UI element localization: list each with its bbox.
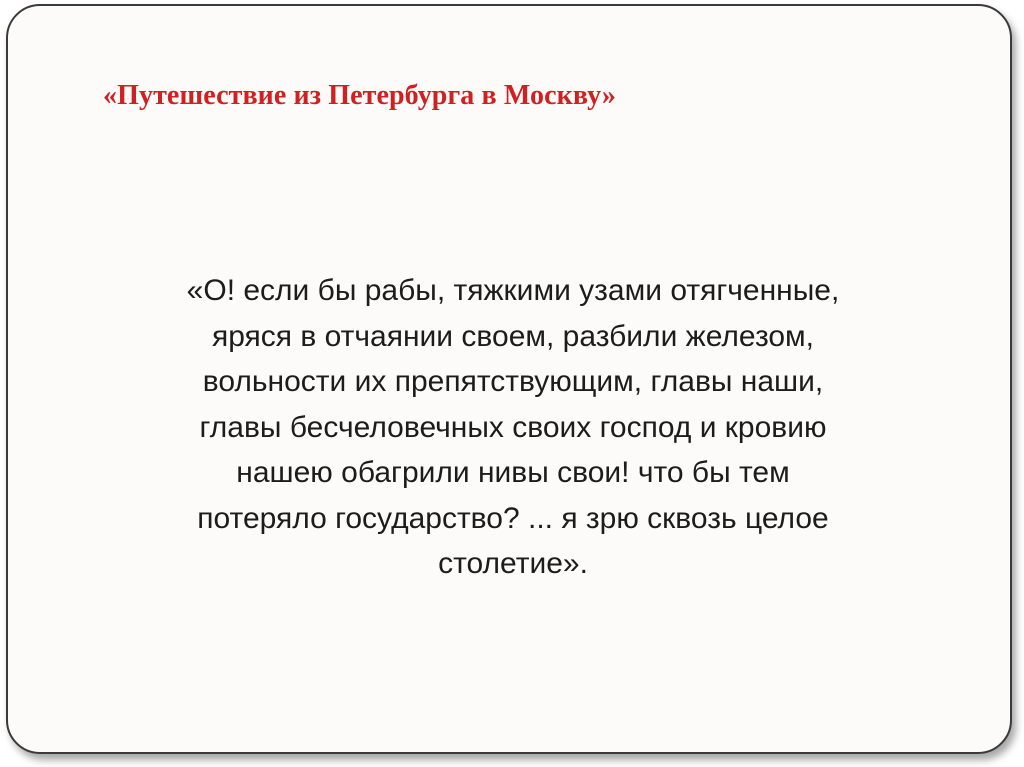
quote-text	[78, 268, 948, 587]
quote-line: столетие».	[438, 547, 588, 580]
quote-line: «О! если бы рабы, тяжкими узами отягченные,	[186, 274, 840, 307]
quote-line: главы бесчеловечных своих господ и кровию	[199, 410, 827, 444]
quote-line: нашею обагрили нивы свои! что бы тем	[236, 456, 790, 489]
quote-line: яряся в отчаянии своем, разбили железом,	[211, 319, 815, 353]
slide	[6, 4, 1012, 754]
quote-line: потеряло государство? ... я зрю сквозь целое	[197, 501, 829, 535]
slide-title: «Путешествие из Петербурга в Москву»	[103, 80, 617, 111]
quote-line: вольности их препятствующим, главы наши,	[202, 365, 824, 398]
